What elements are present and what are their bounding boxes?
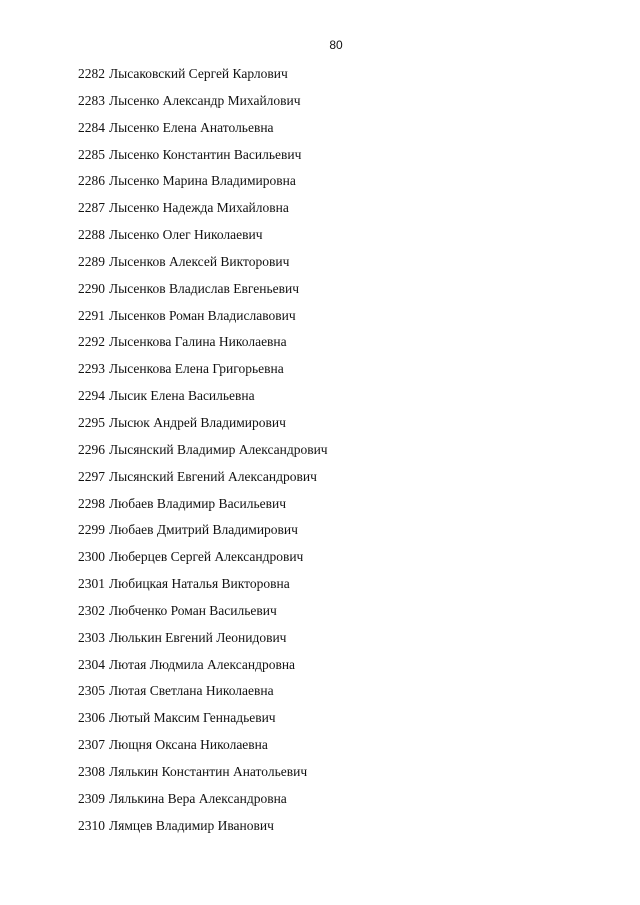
list-item	[78, 735, 328, 762]
entry-name: Лысенков Роман Владиславович	[109, 307, 296, 323]
list-item	[78, 118, 328, 145]
entry-name: Любаев Владимир Васильевич	[109, 495, 287, 511]
entry-name: Лысюк Андрей Владимирович	[109, 414, 286, 430]
entry-number: 2299	[78, 522, 105, 538]
name-list	[78, 64, 328, 842]
list-item	[78, 440, 328, 467]
list-item	[78, 467, 328, 494]
entry-name: Лысаковский Сергей Карлович	[109, 66, 288, 81]
list-item	[78, 601, 328, 628]
entry-number: 2288	[78, 227, 105, 243]
page-number: 80	[329, 38, 343, 52]
entry-number: 2294	[78, 388, 105, 404]
entry-number: 2290	[78, 280, 105, 296]
list-item	[78, 306, 328, 333]
list-item	[78, 332, 328, 359]
entry-number: 2282	[78, 66, 105, 81]
entry-number: 2286	[78, 173, 105, 189]
entry-number: 2284	[78, 119, 105, 135]
entry-name: Любицкая Наталья Викторовна	[109, 576, 290, 592]
entry-number: 2308	[78, 763, 105, 779]
list-item	[78, 386, 328, 413]
entry-number: 2309	[78, 790, 105, 806]
list-item	[78, 789, 328, 816]
list-item	[78, 198, 328, 225]
entry-name: Лысенко Константин Васильевич	[109, 146, 302, 162]
list-item	[78, 547, 328, 574]
entry-number: 2287	[78, 200, 105, 216]
entry-name: Любаев Дмитрий Владимирович	[109, 522, 298, 538]
list-item	[78, 655, 328, 682]
entry-number: 2283	[78, 92, 105, 108]
list-item	[78, 681, 328, 708]
entry-number: 2300	[78, 549, 105, 565]
entry-number: 2301	[78, 576, 105, 592]
entry-name: Лютая Светлана Николаевна	[109, 683, 274, 699]
entry-number: 2296	[78, 441, 105, 457]
entry-number: 2298	[78, 495, 105, 511]
entry-number: 2289	[78, 253, 105, 269]
entry-number: 2297	[78, 468, 105, 484]
entry-number: 2307	[78, 737, 105, 753]
entry-name: Лысенков Владислав Евгеньевич	[109, 280, 300, 296]
entry-name: Лютая Людмила Александровна	[109, 656, 296, 672]
entry-number: 2291	[78, 307, 105, 323]
entry-name: Лысенко Александр Михайлович	[109, 92, 301, 108]
entry-number: 2302	[78, 602, 105, 618]
entry-name: Лялькин Константин Анатольевич	[109, 763, 308, 779]
entry-name: Лысенко Надежда Михайловна	[109, 200, 289, 216]
entry-number: 2306	[78, 710, 105, 726]
entry-name: Лютый Максим Геннадьевич	[109, 710, 276, 726]
list-item	[78, 64, 328, 91]
entry-name: Лысенко Марина Владимировна	[109, 173, 296, 189]
entry-number: 2285	[78, 146, 105, 162]
list-item	[78, 91, 328, 118]
entry-name: Лысянский Евгений Александрович	[109, 468, 317, 484]
entry-name: Лысянский Владимир Александрович	[109, 441, 328, 457]
entry-number: 2304	[78, 656, 105, 672]
entry-number: 2310	[78, 817, 105, 833]
list-item	[78, 413, 328, 440]
entry-name: Лысенков Алексей Викторович	[109, 253, 290, 269]
entry-number: 2292	[78, 334, 105, 350]
list-item	[78, 359, 328, 386]
entry-name: Лысенкова Елена Григорьевна	[109, 361, 284, 377]
entry-name: Лысенко Олег Николаевич	[109, 227, 263, 243]
list-item	[78, 708, 328, 735]
entry-name: Лысенко Елена Анатольевна	[109, 119, 274, 135]
list-item	[78, 225, 328, 252]
entry-name: Любченко Роман Васильевич	[109, 602, 277, 618]
list-item	[78, 762, 328, 789]
entry-number: 2303	[78, 629, 105, 645]
entry-name: Лющня Оксана Николаевна	[109, 737, 268, 753]
entry-name: Лямцев Владимир Иванович	[109, 817, 274, 833]
entry-number: 2293	[78, 361, 105, 377]
entry-name: Люлькин Евгений Леонидович	[109, 629, 287, 645]
list-item	[78, 145, 328, 172]
list-item	[78, 171, 328, 198]
list-item	[78, 494, 328, 521]
entry-number: 2305	[78, 683, 105, 699]
entry-name: Люберцев Сергей Александрович	[109, 549, 304, 565]
entry-name: Лялькина Вера Александровна	[109, 790, 287, 806]
list-item	[78, 252, 328, 279]
entry-name: Лысенкова Галина Николаевна	[109, 334, 287, 350]
list-item	[78, 816, 328, 843]
list-item	[78, 520, 328, 547]
entry-number: 2295	[78, 414, 105, 430]
entry-name: Лысик Елена Васильевна	[109, 388, 255, 404]
list-item	[78, 279, 328, 306]
list-item	[78, 628, 328, 655]
list-item	[78, 574, 328, 601]
